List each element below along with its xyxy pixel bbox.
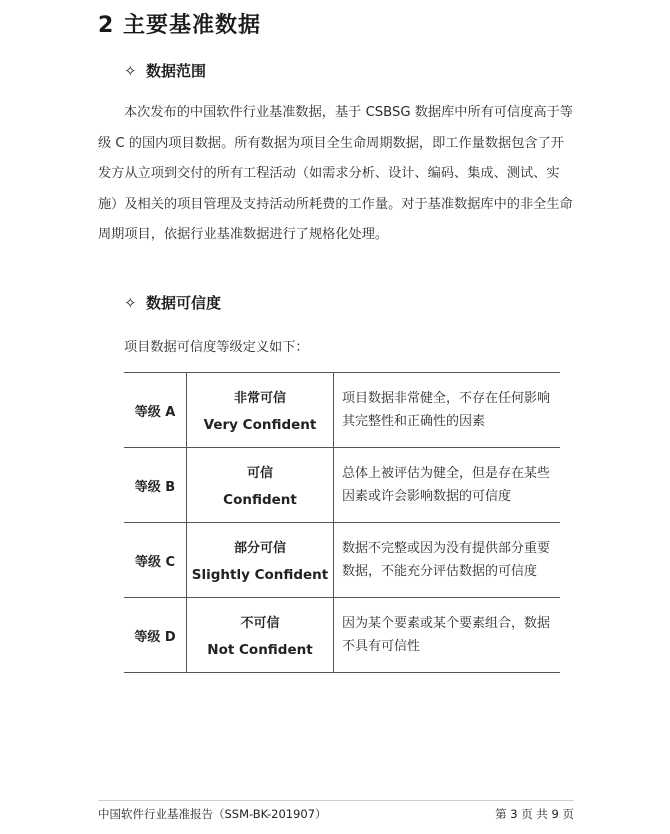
section-heading-data-scope [124,60,206,81]
section-heading-text: 数据可信度 [146,294,222,312]
level-cell: 等级 D [124,598,187,673]
page-title: 2 主要基准数据 [98,13,261,38]
name-cn: 非常可信 [233,391,286,406]
description-cell: 数据不完整或因为没有提供部分重要数据，不能充分评估数据的可信度 [334,523,561,598]
name-cn: 部分可信 [233,541,286,556]
description-cell: 项目数据非常健全，不存在任何影响其完整性和正确性的因素 [334,373,561,448]
credibility-table [124,372,560,673]
name-cell [187,448,334,523]
name-en: Confident [223,492,297,508]
table-row [124,448,560,523]
name-cell [187,373,334,448]
credibility-intro: 项目数据可信度等级定义如下： [124,340,309,355]
table-row [124,598,560,673]
level-cell: 等级 A [124,373,187,448]
name-en: Very Confident [203,417,317,433]
table-row [124,373,560,448]
diamond-bullet-icon: ✧ [124,294,137,312]
paragraph-text: 本次发布的中国软件行业基准数据，基于 CSBSG 数据库中所有可信度高于等级 C 的国内项目数据。所有数据为项目全生命周期数据，即工作量数据包含了开发方从立项到交付的所有工程活动（如需求分析、设计、编码、集成、测试、实施）及相关的项目管理及支持活动所耗费的工作量。对于基准数据库中的非全生命周期项目，依据行业基准数据进行了规格化处理。 [98,105,573,242]
name-cell [187,598,334,673]
name-cn: 不可信 [240,616,280,631]
section-heading-text: 数据范围 [146,62,207,80]
description-cell: 总体上被评估为健全，但是存在某些因素或许会影响数据的可信度 [334,448,561,523]
diamond-bullet-icon: ✧ [124,62,137,80]
table-row [124,523,560,598]
footer-page-number: 第 3 页 共 9 页 [495,807,574,821]
level-cell: 等级 B [124,448,187,523]
name-en: Slightly Confident [191,567,329,583]
name-en: Not Confident [207,642,313,658]
name-cn: 可信 [246,466,273,481]
name-cell [187,523,334,598]
level-cell: 等级 C [124,523,187,598]
footer-divider [98,800,574,801]
section-heading-data-credibility [124,292,221,313]
description-cell: 因为某个要素或某个要素组合，数据不具有可信性 [334,598,561,673]
paragraph-data-scope [98,98,576,251]
footer-report-title: 中国软件行业基准报告（SSM-BK-201907） [98,807,327,821]
